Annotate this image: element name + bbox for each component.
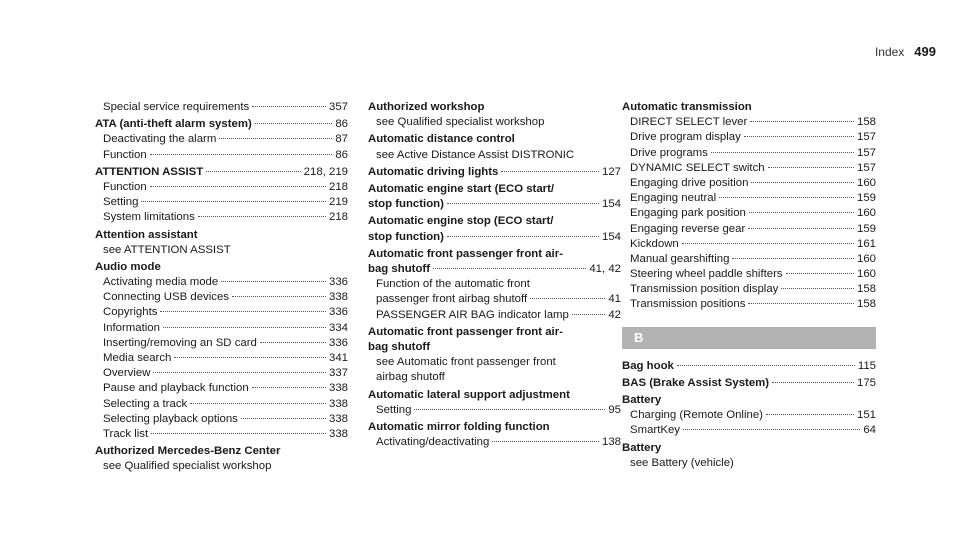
page-ref[interactable]: 158 [856, 283, 876, 296]
index-entry [622, 441, 876, 471]
index-subentry: DIRECT SELECT lever [630, 116, 748, 129]
page-ref[interactable]: 86 [335, 148, 348, 161]
index-subentry: SmartKey [630, 424, 681, 437]
index-subentry: Engaging drive position [630, 176, 749, 189]
index-subentry: Function of the automatic front [376, 278, 530, 291]
page-ref[interactable]: 160 [856, 207, 876, 220]
index-entry [95, 165, 348, 226]
index-entry [622, 100, 876, 313]
page-ref[interactable]: 157 [856, 146, 876, 159]
index-subentry: DYNAMIC SELECT switch [630, 161, 765, 174]
index-subentry: Steering wheel paddle shifters [630, 268, 783, 281]
see-reference[interactable]: see Qualified specialist workshop [376, 116, 545, 129]
page-ref[interactable]: 160 [856, 252, 876, 265]
page-ref[interactable]: 338 [328, 382, 348, 395]
page-ref[interactable]: 158 [856, 116, 876, 129]
page-ref[interactable]: 41, 42 [589, 262, 621, 275]
index-subentry: Drive program display [630, 131, 741, 144]
page-ref[interactable]: 127 [601, 165, 621, 178]
index-subentry: Activating/deactivating [376, 436, 490, 449]
page-ref[interactable]: 95 [608, 403, 621, 416]
index-subentry: Setting [103, 196, 139, 209]
index-entry [95, 117, 348, 163]
index-subentry: Function [103, 148, 147, 161]
index-subentry: Overview [103, 367, 151, 380]
index-term-continued: bag shutoff [368, 340, 431, 353]
index-subentry: Kickdown [630, 237, 679, 250]
page-ref[interactable]: 338 [328, 412, 348, 425]
page-ref[interactable]: 337 [328, 367, 348, 380]
page-ref[interactable]: 138 [601, 436, 621, 449]
index-term: BAS (Brake Assist System) [622, 376, 770, 389]
index-entry [368, 388, 621, 418]
index-subentry: Engaging park position [630, 207, 746, 220]
index-term: Automatic front passenger front air- [368, 247, 563, 260]
page-ref[interactable]: 157 [856, 131, 876, 144]
page-ref[interactable]: 115 [857, 359, 876, 372]
index-term: ATA (anti-theft alarm system) [95, 118, 252, 131]
index-term: Battery [622, 441, 662, 454]
index-entry [368, 325, 621, 386]
index-term: Automatic transmission [622, 101, 752, 113]
page-ref[interactable]: 151 [856, 409, 876, 422]
index-term: Audio mode [95, 260, 161, 273]
index-subentry: Connecting USB devices [103, 291, 229, 304]
page-ref[interactable]: 175 [856, 376, 876, 389]
page-ref[interactable]: 160 [856, 176, 876, 189]
see-reference[interactable]: see Active Distance Assist DISTRONIC [376, 148, 575, 161]
index-term-continued: bag shutoff [368, 262, 431, 275]
index-subentry: Track list [103, 427, 149, 440]
section-label: Index [874, 45, 905, 59]
page-ref[interactable]: 158 [856, 298, 876, 311]
page-ref[interactable]: 338 [328, 291, 348, 304]
index-subentry: Information [103, 321, 160, 334]
index-term: Authorized Mercedes-Benz Center [95, 445, 281, 458]
index-entry [95, 444, 348, 474]
page-ref[interactable]: 218 [328, 211, 348, 224]
index-entry [368, 100, 621, 130]
index-entry [622, 393, 876, 439]
see-reference[interactable]: see Qualified specialist workshop [103, 460, 272, 473]
page-ref[interactable]: 87 [335, 133, 348, 146]
index-term: Battery [622, 394, 662, 407]
page-ref[interactable]: 154 [601, 198, 621, 211]
index-subentry: Copyrights [103, 306, 158, 319]
index-entry [368, 165, 621, 180]
index-term: Automatic distance control [368, 133, 515, 146]
index-subentry: Deactivating the alarm [103, 133, 217, 146]
index-subentry: Manual gearshifting [630, 252, 730, 265]
index-subentry: Activating media mode [103, 276, 219, 289]
page-ref[interactable]: 41 [608, 293, 621, 306]
index-term: Authorized workshop [368, 101, 485, 113]
index-term: ATTENTION ASSIST [95, 165, 204, 178]
index-term: Automatic front passenger front air- [368, 325, 563, 338]
page-ref[interactable]: 64 [863, 424, 876, 437]
index-subentry: Inserting/removing an SD card [103, 336, 257, 349]
index-term: Automatic lateral support adjustment [368, 388, 570, 401]
page-ref[interactable]: 336 [328, 336, 348, 349]
index-subentry: Transmission positions [630, 298, 746, 311]
index-subentry: System limitations [103, 211, 195, 224]
page-ref[interactable]: 154 [601, 230, 621, 243]
index-entry [95, 100, 348, 115]
index-subentry: Selecting a track [103, 397, 188, 410]
page-ref[interactable]: 218 [328, 180, 348, 193]
page-ref[interactable]: 219 [328, 196, 348, 209]
index-entry [368, 132, 621, 162]
index-term: Automatic engine stop (ECO start/ [368, 215, 554, 228]
index-term: Automatic engine start (ECO start/ [368, 183, 555, 195]
index-term: Attention assistant [95, 228, 198, 241]
index-subentry: Engaging reverse gear [630, 222, 746, 235]
index-subentry: Charging (Remote Online) [630, 409, 763, 422]
index-entry [95, 260, 348, 442]
index-entry [622, 376, 876, 391]
index-subentry-continued: passenger front airbag shutoff [376, 293, 528, 306]
page-ref[interactable]: 42 [608, 308, 621, 321]
page-ref[interactable]: 338 [328, 397, 348, 410]
page-ref[interactable]: 218, 219 [303, 165, 348, 178]
page-number: 499 [914, 44, 936, 59]
index-column-2 [368, 100, 621, 450]
see-reference[interactable]: see Automatic front passenger front [376, 356, 556, 369]
index-term: Automatic driving lights [368, 165, 499, 178]
index-entry [368, 420, 621, 450]
see-reference[interactable]: see ATTENTION ASSIST [103, 243, 231, 256]
index-subentry: Engaging neutral [630, 192, 717, 205]
index-subentry: Pause and playback function [103, 382, 249, 395]
index-term: Bag hook [622, 359, 674, 372]
index-subentry: Drive programs [630, 146, 708, 159]
index-subentry: Selecting playback options [103, 412, 238, 425]
page-ref[interactable]: 357 [328, 101, 348, 113]
index-subentry: PASSENGER AIR BAG indicator lamp [376, 308, 569, 321]
index-entry [95, 228, 348, 258]
index-subentry: Media search [103, 352, 172, 365]
page-header [875, 44, 936, 59]
page-ref[interactable]: 160 [856, 268, 876, 281]
index-entry [622, 359, 876, 374]
index-entry [368, 214, 621, 244]
page-ref[interactable]: 161 [856, 237, 876, 250]
index-subentry: Transmission position display [630, 283, 779, 296]
page-ref[interactable]: 338 [328, 427, 348, 440]
index-subentry: Special service requirements [103, 101, 250, 113]
index-subentry: Setting [376, 403, 412, 416]
page-ref[interactable]: 334 [328, 321, 348, 334]
page-ref[interactable]: 341 [328, 352, 348, 365]
page-ref[interactable]: 159 [856, 192, 876, 205]
index-term-continued: stop function) [368, 230, 444, 243]
index-entry [368, 182, 621, 212]
index-subentry: Function [103, 180, 147, 193]
index-column-1 [95, 100, 348, 475]
index-term-continued: stop function) [368, 198, 444, 211]
page-ref[interactable]: 157 [856, 161, 876, 174]
see-reference[interactable]: see Battery (vehicle) [630, 456, 734, 469]
letter-heading: B [622, 327, 876, 349]
page-ref[interactable]: 159 [856, 222, 876, 235]
page-ref[interactable]: 336 [328, 276, 348, 289]
index-column-3 [622, 100, 876, 471]
index-term: Automatic mirror folding function [368, 420, 550, 433]
page-ref[interactable]: 336 [328, 306, 348, 319]
index-entry [368, 247, 621, 323]
see-reference-continued[interactable]: airbag shutoff [376, 371, 445, 384]
page-ref[interactable]: 86 [335, 118, 348, 131]
